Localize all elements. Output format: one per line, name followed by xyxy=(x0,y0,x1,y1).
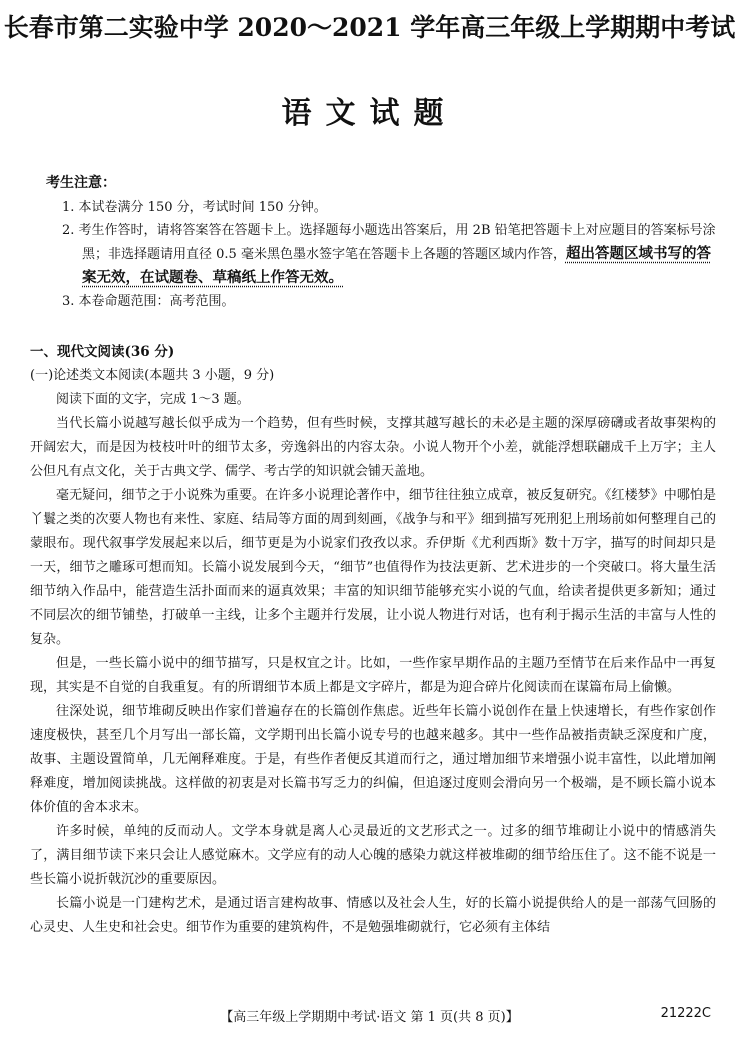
passage-paragraph: 许多时候，单纯的反而动人。文学本身就是离人心灵最近的文艺形式之一。过多的细节堆砌让小说中的情感消失了，满目细节读下来只会让人感觉麻木。文学应有的动人心魄的感染力就这样被堆砌的细节给压住了。这不能不说是一些长篇小说折戟沉沙的重要原因。 xyxy=(30,824,716,887)
notice-item-1: 1. 本试卷满分 150 分，考试时间 150 分钟。 xyxy=(62,200,327,215)
footer-page-info: 【高三年级上学期期中考试·语文 第 1 页(共 8 页)】 xyxy=(220,1010,519,1025)
notice-heading: 考生注意： xyxy=(46,175,116,191)
section-heading: 一、现代文阅读(36 分) xyxy=(30,344,175,360)
passage-paragraph: 往深处说，细节堆砌反映出作家们普遍存在的长篇创作焦虑。近些年长篇小说创作在量上快速增长，有些作家创作速度极快，甚至几个月写出一部长篇，文学期刊出长篇小说专号的也越来越多。其中一些作品被指责缺乏深度和广度，故事、主题设置简单，几无阐释难度。于是，有些作者便反其道而行之，通过增加细节来增强小说丰富性，以此增加阐释难度，增加阅读挑战。这样做的初衷是对长篇书写乏力的纠偏，但追逐过度则会滑向另一个极端，是不顾长篇小说本体价值的舍本求末。 xyxy=(30,704,716,815)
notice-item-2 xyxy=(62,219,716,290)
exam-title: 长春市第二实验中学 2020～2021 学年高三年级上学期期中考试 xyxy=(3,13,736,42)
notice-item-3: 3. 本卷命题范围：高考范围。 xyxy=(62,294,235,309)
notice-item-2-text: 2. 考生作答时，请将答案答在答题卡上。选择题每小题选出答案后，用 2B 铅笔把答题卡上对应题目的答案标号涂黑；非选择题请用直径 0.5 毫米黑色墨水签字笔在答题卡上各题的答题区域内作答， xyxy=(62,223,716,262)
reading-section xyxy=(30,340,716,940)
reading-instruction: 阅读下面的文字，完成 1～3 题。 xyxy=(56,392,250,407)
sub-section-heading: (一)论述类文本阅读(本题共 3 小题，9 分) xyxy=(30,368,275,383)
passage-paragraph: 但是，一些长篇小说中的细节描写，只是权宜之计。比如，一些作家早期作品的主题乃至情节在后来作品中一再复现，其实是不自觉的自我重复。有的所谓细节本质上都是文字碎片，都是为迎合碎片化阅读而在谋篇布局上偷懒。 xyxy=(30,656,716,695)
passage-paragraph: 毫无疑问，细节之于小说殊为重要。在许多小说理论著作中，细节往往独立成章，被反复研究。《红楼梦》中哪怕是丫鬟之类的次要人物也有来性、家庭、结局等方面的周到刻画，《战争与和平》细到描写死刑犯上刑场前如何整理自己的蒙眼布。现代叙事学发展起来以后，细节更是为小说家们孜孜以求。乔伊斯《尤利西斯》数十万字，描写的时间却只是一天，细节之雕琢可想而知。长篇小说发展到今天，“细节”也值得作为技法更新、艺术进步的一个突破口。将大量生活细节纳入作品中，能营造生活扑面而来的逼真效果；丰富的知识细节能够充实小说的气血，给读者提供更多新知；通过不同层次的细节铺垫，打破单一主线，让多个主题并行发展，让小说人物进行对话，也有利于揭示生活的丰富与人性的复杂。 xyxy=(30,488,716,647)
notice-item-2-emphasis: 超出答题区域书写的答案无效，在试题卷、草稿纸上作答无效。 xyxy=(82,245,711,286)
footer-code: 21222C xyxy=(660,1006,711,1021)
candidate-notice xyxy=(46,172,716,313)
passage-paragraph: 长篇小说是一门建构艺术，是通过语言建构故事、情感以及社会人生，好的长篇小说提供给人的是一部荡气回肠的心灵史、人生史和社会史。细节作为重要的建筑构件，不是勉强堆砌就行，它必须有主体结 xyxy=(30,896,716,935)
passage-paragraph: 当代长篇小说越写越长似乎成为一个趋势，但有些时候，支撑其越写越长的未必是主题的深厚磅礴或者故事架构的开阔宏大，而是因为枝枝叶叶的细节太多，旁逸斜出的内容太杂。小说人物开个小差，就能浮想联翩成千上万字；主人公但凡有点文化，关于古典文学、儒学、考古学的知识就会铺天盖地。 xyxy=(30,416,716,479)
subject-title: 语文试题 xyxy=(281,96,458,131)
